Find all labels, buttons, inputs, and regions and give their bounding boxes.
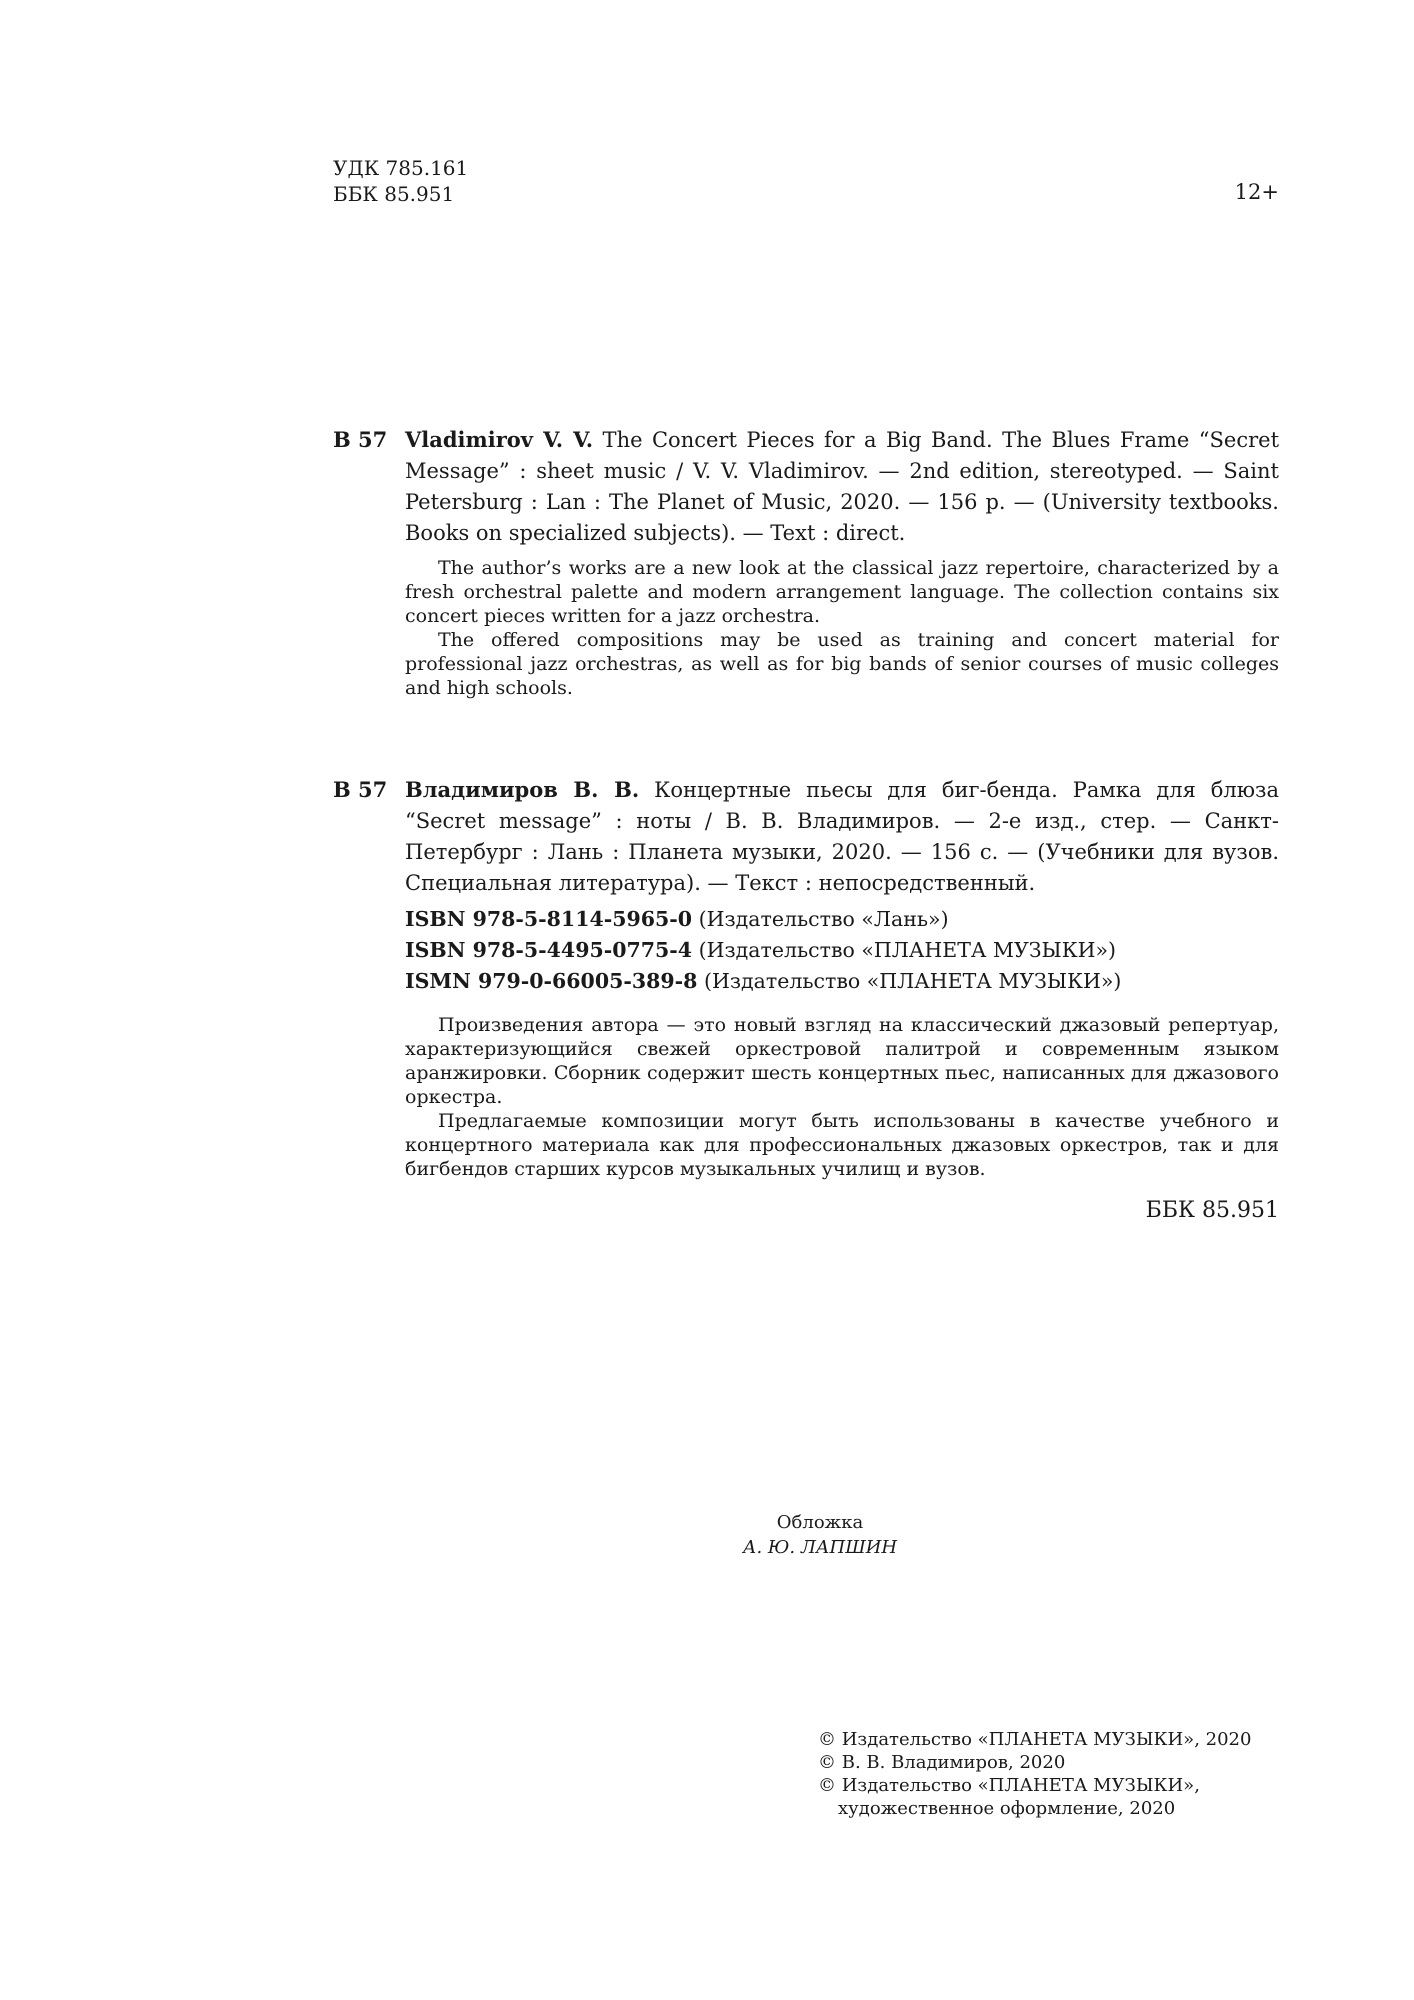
annotation-paragraph: Произведения автора — это новый взгляд на классический джазовый репертуар, характеризующийся свежей оркестровой палитрой и современным языком аранжировки. Сборник содержит шесть концертных пьес, написанных для джазового оркестра. xyxy=(405,1014,1279,1108)
record-author: Владимиров В. В. xyxy=(405,777,640,802)
record-code: В 57 xyxy=(333,777,388,802)
identifier-number: ISBN 978-5-8114-5965-0 xyxy=(405,907,693,931)
udk-code: УДК 785.161 xyxy=(333,156,469,180)
identifier-publisher: (Издательство «ПЛАНЕТА МУЗЫКИ») xyxy=(697,969,1122,993)
bbk-code-bottom: ББК 85.951 xyxy=(1145,1198,1279,1223)
record-text: The Concert Pieces for a Big Band. The Blues Frame “Secret Message” : sheet music / V. V. Vladimirov. — 2nd edition, stereotyped. — Saint Petersburg : Lan : The Planet of Music, 2020. — 156 p. — (University textbooks. Books on specialized subjects). — Text : direct. xyxy=(405,428,1280,545)
annotation-ru xyxy=(405,1013,1279,1181)
identifier-line xyxy=(405,966,1121,997)
cover-designer: А. Ю. ЛАПШИН xyxy=(742,1537,898,1558)
identifier-publisher: (Издательство «ПЛАНЕТА МУЗЫКИ») xyxy=(692,938,1116,962)
copyright-line: © В. В. Владимиров, 2020 xyxy=(818,1752,1066,1773)
identifier-line xyxy=(405,904,1121,935)
record-text: Концертные пьесы для биг-бенда. Рамка для блюза “Secret message” : ноты / В. В. Владимиров. — 2-е изд., стер. — Санкт-Петербург : Лань : Планета музыки, 2020. — 156 с. — (Учебники для вузов. Специальная литература). — Текст : непосредственный. xyxy=(405,778,1280,895)
annotation-en xyxy=(405,556,1279,700)
record-body xyxy=(405,424,1279,549)
identifier-publisher: (Издательство «Лань») xyxy=(692,907,949,931)
identifier-number: ISBN 978-5-4495-0775-4 xyxy=(405,938,693,962)
annotation-paragraph: The offered compositions may be used as training and concert material for professional jazz orchestras, as well as for big bands of senior courses of music colleges and high schools. xyxy=(405,629,1279,699)
cover-credit xyxy=(0,1510,1414,1560)
bibliographic-record-ru xyxy=(333,774,1279,899)
cover-label: Обложка xyxy=(776,1512,864,1533)
identifier-list xyxy=(405,904,1121,997)
classification-codes xyxy=(333,155,468,207)
record-body xyxy=(405,774,1279,899)
identifier-number: ISMN 979-0-66005-389-8 xyxy=(405,969,698,993)
identifier-line xyxy=(405,935,1121,966)
copyright-line: © Издательство «ПЛАНЕТА МУЗЫКИ», 2020 xyxy=(818,1729,1252,1750)
bibliographic-record-en xyxy=(333,424,1279,549)
record-author: Vladimirov V. V. xyxy=(405,427,594,452)
record-code: В 57 xyxy=(333,427,388,452)
annotation-paragraph: The author’s works are a new look at the classical jazz repertoire, characterized by a fresh orchestral palette and modern arrangement language. The collection contains six concert pieces written for a jazz orchestra. xyxy=(405,557,1279,627)
annotation-paragraph: Предлагаемые композиции могут быть использованы в качестве учебного и концертного материала как для профессиональных джазовых оркестров, так и для бигбендов старших курсов музыкальных училищ и вузов. xyxy=(405,1110,1279,1180)
bbk-code: ББК 85.951 xyxy=(333,182,455,206)
copyright-block xyxy=(818,1728,1288,1820)
age-rating: 12+ xyxy=(1234,180,1279,204)
copyright-line: © Издательство «ПЛАНЕТА МУЗЫКИ», художественное оформление, 2020 xyxy=(818,1775,1200,1819)
